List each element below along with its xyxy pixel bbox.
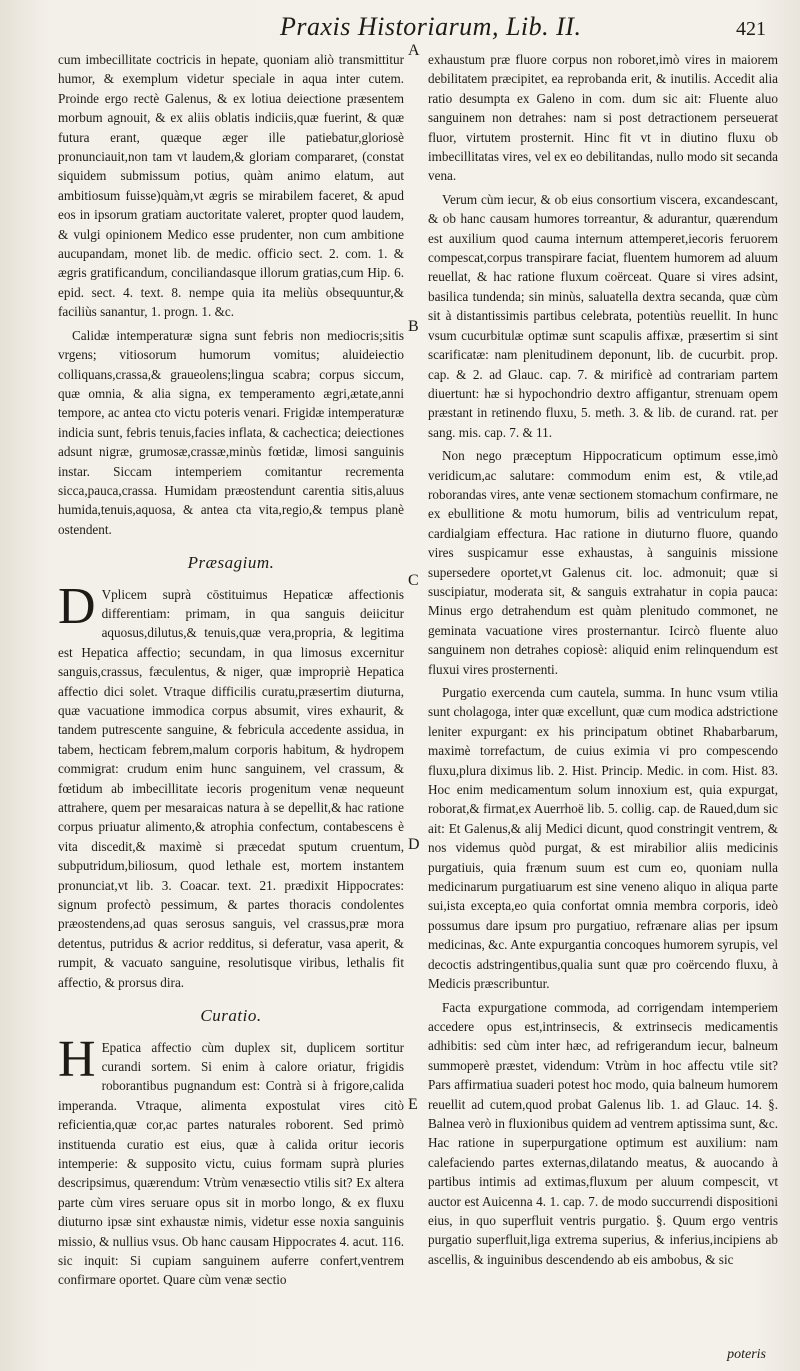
left-paragraph-4-text: Epatica affectio cùm duplex sit, duplicem sortitur curandi sortem. Si enim à calore oriatur, frigidis roborantibus pugnandum est: Contrà si à frigore,calida imperanda. Vtraque, alimenta expostulat vires citò reficientia,quæ cor,ac partes naturales roborent. Sed primò instituenda curatio est eius, quæ à calida oritur iecoris intemperie: & supposito victu, cuius formam suprà pluries descripsimus, quærendum: Vtrùm venæsectio vtilis sit? Ex altera parte cùm vires seruare opus sit in morbo longo, & ex fluxu diuturno ipsæ sint exhaustæ nimis, videtur esse noxia sanguinis missio, & nullius vsus. Ob hanc causam Hippocrates 4. acut. 116. sic inquit: Si cupiam sanguinem auferre confert,ventrem confirmare oportet. Quare cùm venæ sectio xyxy=(58,1039,404,1288)
page-header xyxy=(0,8,800,48)
drop-cap-d: D xyxy=(58,577,96,635)
left-paragraph-4 xyxy=(58,1030,404,1290)
right-paragraph-4: Purgatio exercenda cum cautela, summa. In hunc vsum vtilia sunt cholagoga, inter quæ excellunt, quæ cum modica adstrictione leniter expurgant: ex his principatum obtinet Rhabarbarum, maximè torrefactum, de cuius eximia vi pro compescendo fluxu,plura diximus lib. 2. Hist. Princip. Medic. in com. Hist. 83. Hoc enim medicamentum solum innoxium est, quia expurgat, roborat,& firmat,ex Auerrhoë lib. 5. collig. cap. de Raued,dum sic ait: Et Galenus,& alij Medici dicunt, quod constringit ventrem, & nos videmus quòd purgat, & est mirabilior aliis medicinis purgatiuis, quia frænum suum est cum eo, quoniam nulla medicinarum purgatiuarum est sine veneno aliquo in aliqua parte sui,ista excepta,eo quia confortat omnia membra corporis, ideò possumus dare ipsum pro purgatiuo, refrænare alias per ipsum medicinas, &c. Ante expurgantia concoques humorem syrupis, vel decoctis adstringentibus,qualia sunt quæ pro coërcendo fluxu, à Medicis præscribuntur. xyxy=(428,685,778,992)
margin-markers xyxy=(404,0,428,1371)
margin-letter-b: B xyxy=(408,318,419,335)
margin-letter-d: D xyxy=(408,836,420,853)
left-column xyxy=(58,50,404,1360)
heading-curatio: Curatio. xyxy=(200,1006,262,1026)
right-paragraph-2: Verum cùm iecur, & ob eius consortium viscera, excandescant, & ob hanc causam humores torreantur, & adurantur, quærendum est auxilium quod cauma internum attemperet,iecoris feruorem compescat,corpus transpirare faciat, fluentem humorem ad aluum reuellat, & hac ratione fluxum coërceat. Quare si vires adsint, basilica tundenda; sin minùs, saluatella dextra secanda, quæ cùm sit à distantissimis partibus celebrata, potentiùs reuellit. In hunc vsum cucurbitulæ optimæ sunt scapulis affixæ, præsertim si sint scarificatæ: nam plenitudinem deponunt, lib. de cucurbit. prop. cap. & 2. ad Glauc. cap. 7. & mirificè ad contrariam partem diuertunt: hæ si hypochondrio dextro affigantur, strenuam opem præstant in retinendo fluxu, 5. meth. 3. & lib. de curand. rat. per sang. mis. cap. 7. & 11. xyxy=(428,191,778,440)
right-column xyxy=(428,50,778,1360)
margin-letter-e: E xyxy=(408,1096,418,1113)
left-paragraph-2: Calidæ intemperaturæ signa sunt febris non mediocris;sitis vrgens; vitiosorum humorum vomitus; aluideiectio colliquans,crassa,& graueolens;lingua scabra; corpus siccum, quæ omnia, & alia signa, ex temperamento ægri,ætate,anni tempore, ac antea cto victu poteris venari. Frigidæ intemperaturæ indicia sunt, febris tenuis,facies inflata, & cachectica; deiectiones adsunt nigræ, grumosæ,crassæ,minùs fœtidæ, limosi sanguinis instar. Siccam intemperiem comitantur recrementa sicca,pauca,crassa. Humidam præostendunt carentia sitis,aluus humida,tenuis,aquosa, & antea cta vita,regio,& tempus planè ostendent. xyxy=(58,327,404,537)
margin-letter-c: C xyxy=(408,572,419,589)
left-paragraph-3 xyxy=(58,577,404,993)
catchword: poteris xyxy=(727,1347,766,1362)
right-paragraph-1: exhaustum præ fluore corpus non roboret,imò vires in maiorem debilitatem præcipitet, ea reprobanda erit, & inutilis. Accedit alia ratio desumpta ex Galeno in com. dum sic ait: Fluente aluo sanguinem non detrahes: nam si post detractionem perseuerat fluor, virtutem prosternit. Hinc fit vt in diutino fluxu ob imbecillitatas vires, vel ex eo debilitandas, nullo modo sit secanda vena. xyxy=(428,52,778,184)
left-paragraph-1: cum imbecillitate coctricis in hepate, quoniam aliò transmittitur humor, & exemplum videtur speciale in aqua inter cutem. Proinde ergo rectè Galenus, & ex lotiua deiectione præsentem morbum agnouit, & ex aliis oblatis indiciis,quæ fuerint, & quæ futura erant, quæque æger ille patiebatur,gloriosè pronunciauit,non tam vt laudem,& gloriam compararet, (constat siquidem submissum potius, quàm animo elatum, aut ambitiosum fuisse)quàm,vt ægris se mirabilem faceret, & apud eos in ipsorum gratiam auctoritate valeret, propter quod laudem, & vulgi opinionem Medico esse prudenter, non cum ambitione aucupandam, monet lib. de medic. officio sect. 2. com. 1. & ægris gratificandum, conciliandasque illorum gratias,cum Hip. 6. epid. sect. 4. text. 8. nempe quia ita meliùs obsequuntur,& faciliùs sanantur, 1. progn. 1. &c. xyxy=(58,52,404,320)
right-paragraph-3: Non nego præceptum Hippocraticum optimum esse,imò veridicum,ac salutare: commodum enim est, & vtile,ad roborandas vires, ante venæ sectionem stomachum confirmare, ne ex ebullitione & motu humorum, bilis ad ventriculum repat, cardialgiam effectura. Hac ratione in diuturno fluore, quando vires suspicamur esse exhaustas, à sanguinis missione supersedere oportet,vt Galenus cit. loc. admonuit; quæ si suscipiatur, moderata sit, & sanguis extrahatur in copia pauca: Minus ergo detrahendum est quàm plenitudo commonet, ne geminata vacuatione vires prosternantur. Icircò fluente aluo sanguinem non detrahes copiosè: aliquid enim relinquendum est fluxui vires prosternenti. xyxy=(428,448,778,677)
heading-praesagium: Præsagium. xyxy=(187,553,275,573)
running-title: Praxis Historiarum, Lib. II. xyxy=(280,12,582,41)
drop-cap-h: H xyxy=(58,1030,96,1088)
page-number: 421 xyxy=(736,18,766,40)
right-paragraph-5: Facta expurgatione commoda, ad corrigendam intemperiem accedere opus est,intrinsecis, & extrinsecis medicamentis adhibitis: sed cùm inter hæc, ad refrigerandum iecur, balneum summoperè præstet, videndum: Vtrùm in hoc affectu vtile sit? Pars affirmatiua suaderi potest hoc modo, quia balneum humorem reuellit ad cutem,quod probat Galenus lib. 1. ad Glauc. 14. §. Balnea verò in fluxionibus quidem ad ventrem aptissima sunt, &c. Hac ratione in superpurgatione optimum est auxilium: nam calefaciendo partes externas,dilatando meatus, & auocando à partibus intimis ad extimas,fluxum per aluum compescit, vt auctor est Auicenna 4. 1. cap. 7. de modo succurrendi dispositioni eius, in quo superfluit ventris purgatio. §. Quum ergo ventris purgatio superfluit,liga extrema superius, & inferius,incipiens ab ascellis, & inguinibus descendendo ab eis ambobus, & sic xyxy=(428,999,778,1267)
margin-letter-a: A xyxy=(408,42,420,59)
left-paragraph-3-text: Vplicem suprà cōstituimus Hepaticæ affectionis differentiam: primam, in qua sanguis deiicitur aquosus,dilutus,& tenuis,quæ vera,propria, & legitima est Hepatica affectio; secundam, in qua limosus excernitur sanguis,crassus, fæculentus, & niger, quæ impropriè Hepatica affectio dici solet. Vtraque difficilis curatu,præsertim diuturna, quæ vacuatione immodica corpus absumit, vires exhaurit, & tandem putrescente sanguine, & febricula accedente assidua, in tabem, hecticam febrem,malum corporis habitum, & hydropem commigrat: crudum enim hunc sanguinem, vel crassum, & fœtidum ab imbecillitate iecoris progenitum venæ nequeunt attrahere, quem per mesaraicas natura à se depellit,& hac ratione corpus priuatur alimento,& atrophia confectum, contabescens è vita discedit,& maximè si præcedat sputum cruentum, subputridum,biliosum, quod lethale est, mortem instantem pronunciat,vt lib. 3. Coacar. text. 21. prædixit Hippocrates: signum profectò pessimum, & partes thoracis condolentes præostendens,ad quas serosus sanguis, vel crassus,præ mora detentus, putridus & acrior redditus, si deferatur, vasa aperit, & rumpit, & vacuato sanguine, resolutisque viribus, lethalis fit affectio, & prorsus dira. xyxy=(58,586,404,990)
